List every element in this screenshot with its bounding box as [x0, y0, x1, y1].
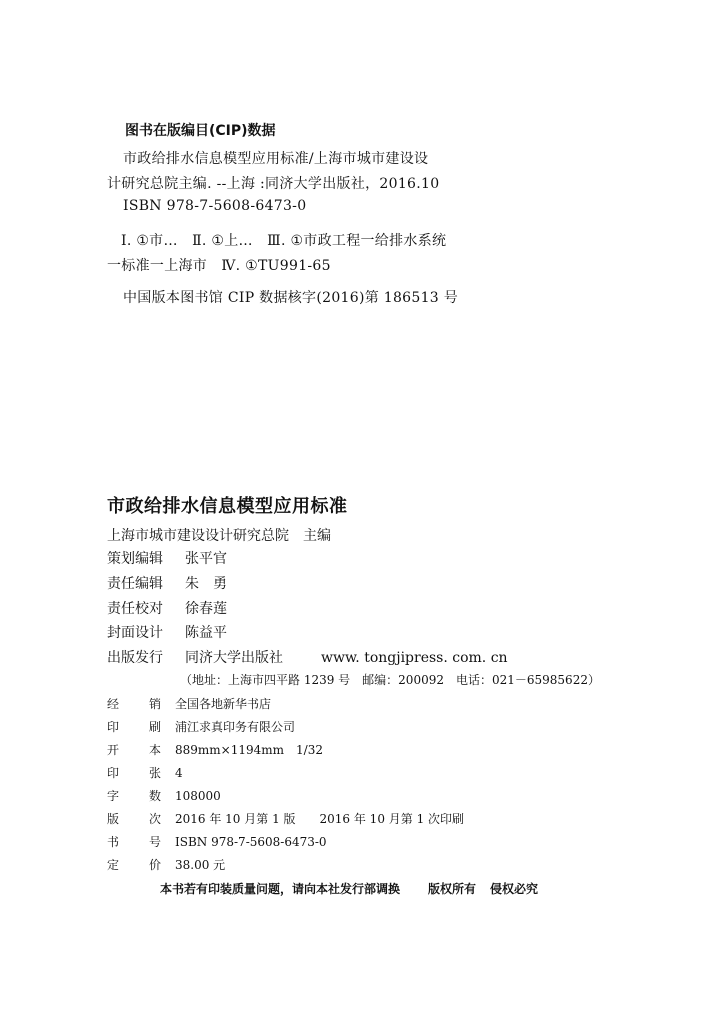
credit-label: 策划编辑	[107, 551, 163, 567]
footer-notice-line	[160, 880, 538, 897]
spec-value: 2016 年 10 月第 1 版 2016 年 10 月第 1 次印刷	[175, 812, 465, 826]
publisher-label: 出版发行	[107, 650, 163, 666]
spec-row	[107, 741, 323, 758]
spec-key-1: 书	[107, 835, 120, 849]
spec-row	[107, 764, 183, 781]
credit-row	[107, 598, 227, 618]
spec-key-1: 版	[107, 812, 120, 826]
spec-key-1: 印	[107, 766, 120, 780]
publisher-name: 同济大学出版社	[185, 650, 283, 666]
spec-key-2: 本	[149, 743, 162, 757]
book-title: 市政给排水信息模型应用标准	[107, 496, 348, 517]
spec-key-1: 印	[107, 720, 120, 734]
credit-value: 张平官	[185, 551, 227, 567]
credit-row	[107, 548, 227, 568]
spec-value: 4	[175, 766, 183, 780]
spec-key-1: 经	[107, 697, 120, 711]
spec-key-2: 价	[149, 858, 162, 872]
credit-value: 陈益平	[185, 625, 227, 641]
quality-notice: 本书若有印装质量问题，请向本社发行部调换	[160, 882, 401, 896]
credit-row	[107, 622, 227, 642]
infringement-notice: 侵权必究	[490, 882, 539, 896]
publisher-address: （地址：上海市四平路 1239 号 邮编：200092 电话：021－65985622）	[180, 673, 600, 687]
credit-label: 责任校对	[107, 601, 163, 617]
spec-row	[107, 810, 464, 827]
cip-line-2: 计研究总院主编. --上海 :同济大学出版社，2016.10	[107, 176, 440, 192]
spec-value: 浦江求真印务有限公司	[175, 720, 296, 734]
spec-value: ISBN 978-7-5608-6473-0	[175, 835, 327, 849]
credit-value: 徐春莲	[185, 601, 227, 617]
rights-reserved: 版权所有	[428, 882, 477, 896]
spec-value: 38.00 元	[175, 858, 226, 872]
cip-line-5: 一标准一上海市 Ⅳ. ①TU991-65	[107, 258, 331, 274]
spec-key-2: 次	[149, 812, 162, 826]
publisher-row	[107, 647, 508, 667]
credit-label: 责任编辑	[107, 576, 163, 592]
credit-value: 朱 勇	[185, 576, 227, 592]
spec-row	[107, 856, 225, 873]
cip-line-1: 市政给排水信息模型应用标准/上海市城市建设设	[123, 151, 429, 167]
credit-row	[107, 573, 227, 593]
spec-key-2: 销	[149, 697, 162, 711]
cip-title: 图书在版编目(CIP)数据	[125, 123, 276, 139]
spec-key-2: 刷	[149, 720, 162, 734]
spec-value: 108000	[175, 789, 221, 803]
spec-key-2: 张	[149, 766, 162, 780]
spec-key-1: 开	[107, 743, 120, 757]
spec-key-2: 数	[149, 789, 162, 803]
spec-value: 全国各地新华书店	[175, 697, 272, 711]
publisher-url: www. tongjipress. com. cn	[321, 650, 508, 666]
spec-row	[107, 833, 327, 850]
cip-line-6: 中国版本图书馆 CIP 数据核字(2016)第 186513 号	[123, 290, 459, 306]
cip-line-3: ISBN 978-7-5608-6473-0	[123, 198, 307, 214]
spec-key-1: 定	[107, 858, 120, 872]
spec-key-2: 号	[149, 835, 162, 849]
spec-key-1: 字	[107, 789, 120, 803]
spec-row	[107, 787, 221, 804]
credit-label: 封面设计	[107, 625, 163, 641]
spec-value: 889mm×1194mm 1/32	[175, 743, 323, 757]
editor-line: 上海市城市建设设计研究总院 主编	[107, 528, 331, 544]
spec-row	[107, 695, 271, 712]
spec-row	[107, 718, 295, 735]
cip-line-4: Ⅰ. ①市… Ⅱ. ①上… Ⅲ. ①市政工程一给排水系统	[121, 233, 447, 249]
